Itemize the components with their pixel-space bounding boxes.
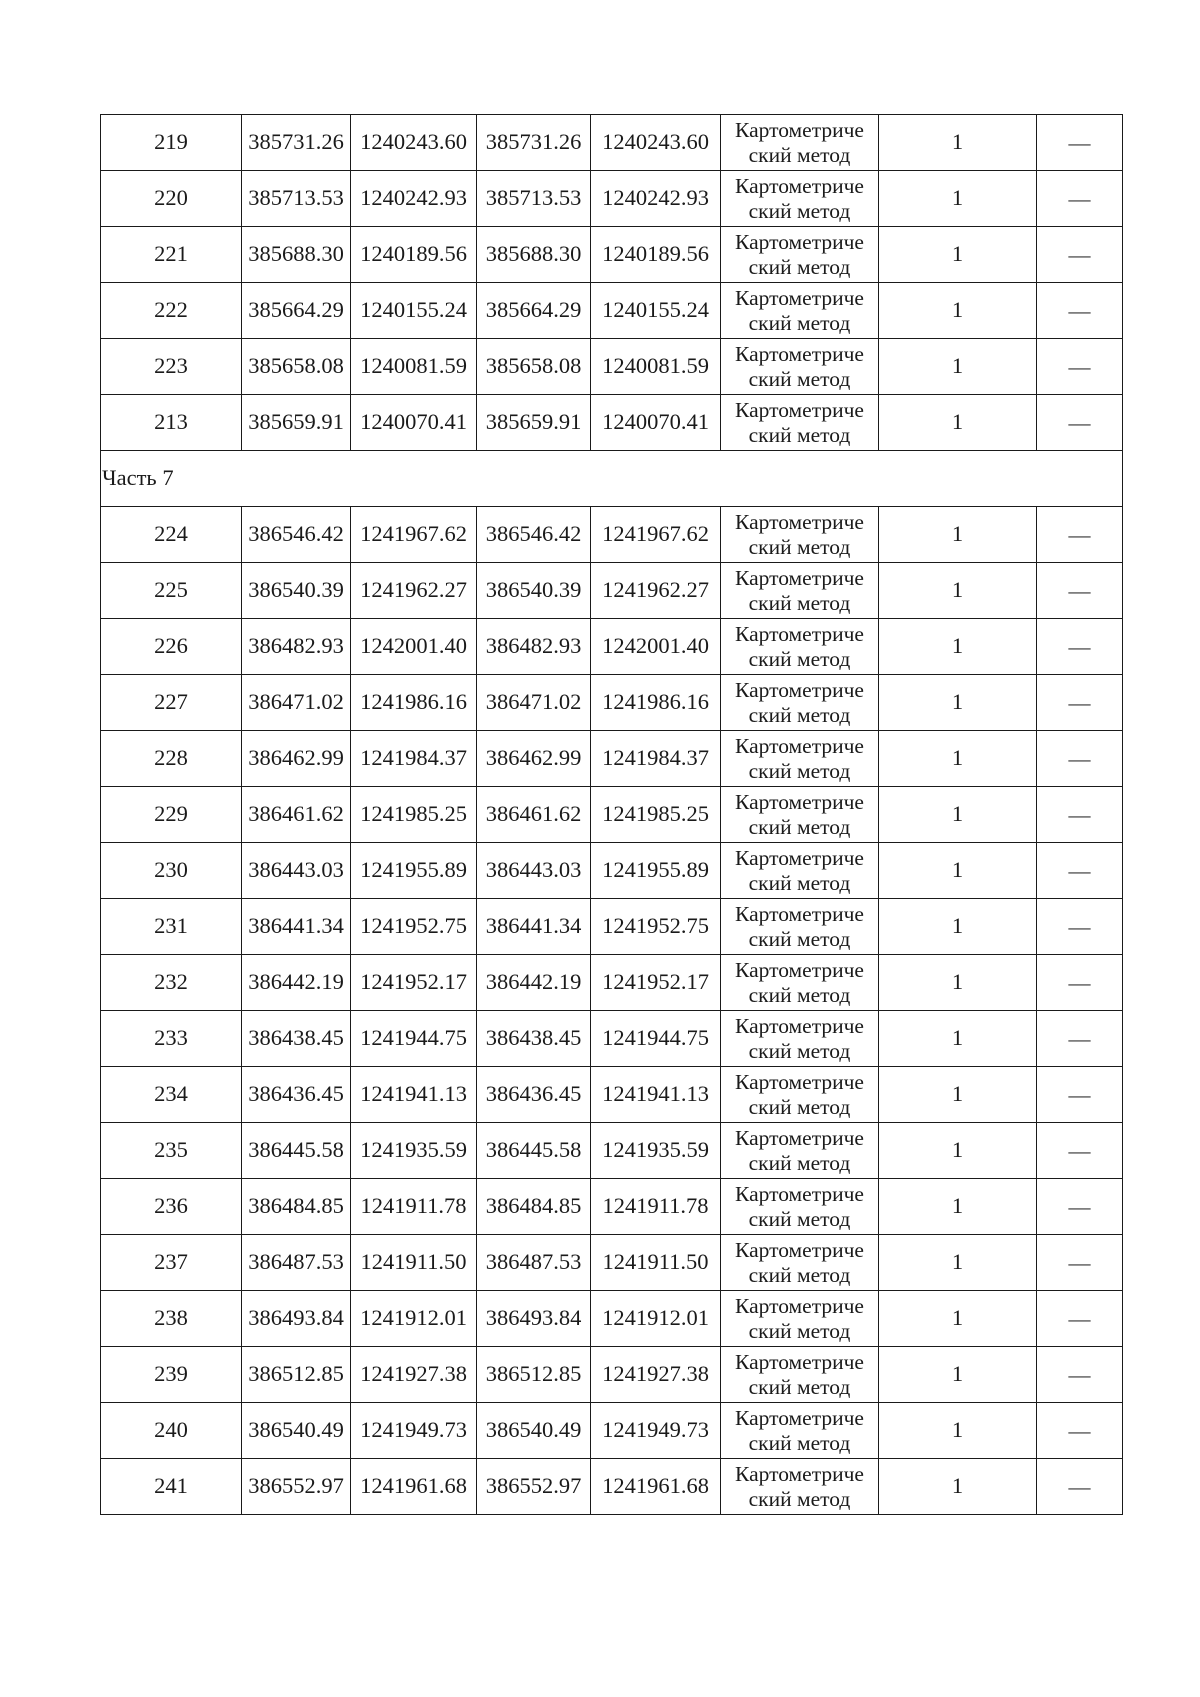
method-cell [721,283,879,339]
method-line-2: ский метод [748,1206,851,1231]
method-line-2: ский метод [748,1150,851,1175]
point-number-cell: 222 [101,283,242,339]
method-cell [721,1459,879,1515]
existing-x-cell: 386484.85 [242,1179,351,1235]
existing-y-cell: 1241962.27 [351,563,477,619]
existing-x-cell: 386442.19 [242,955,351,1011]
note-cell: — [1037,563,1123,619]
note-cell: — [1037,1235,1123,1291]
refined-y-cell: 1241944.75 [591,1011,721,1067]
point-number-cell: 238 [101,1291,242,1347]
method-cell [721,171,879,227]
note-cell: — [1037,283,1123,339]
existing-x-cell: 386438.45 [242,1011,351,1067]
method-line-1: Картометриче [735,1181,864,1206]
method-cell [721,1403,879,1459]
section-title: Часть 7 [101,451,1123,507]
section-header-row [101,451,1123,507]
method-cell [721,787,879,843]
existing-y-cell: 1241952.17 [351,955,477,1011]
refined-y-cell: 1241911.78 [591,1179,721,1235]
refined-y-cell: 1241955.89 [591,843,721,899]
refined-y-cell: 1241935.59 [591,1123,721,1179]
method-line-1: Картометриче [735,341,864,366]
note-cell: — [1037,955,1123,1011]
method-cell [721,227,879,283]
refined-x-cell: 386441.34 [477,899,591,955]
existing-y-cell: 1241927.38 [351,1347,477,1403]
note-cell: — [1037,1067,1123,1123]
method-cell [721,339,879,395]
method-cell [721,1235,879,1291]
accuracy-cell: 1 [879,507,1037,563]
table-row [101,675,1123,731]
note-cell: — [1037,1011,1123,1067]
method-cell [721,1179,879,1235]
refined-x-cell: 386552.97 [477,1459,591,1515]
refined-x-cell: 386445.58 [477,1123,591,1179]
point-number-cell: 232 [101,955,242,1011]
existing-y-cell: 1240081.59 [351,339,477,395]
existing-y-cell: 1241984.37 [351,731,477,787]
note-cell: — [1037,1459,1123,1515]
table-row [101,899,1123,955]
table-row [101,227,1123,283]
accuracy-cell: 1 [879,1011,1037,1067]
method-cell [721,563,879,619]
table-row [101,563,1123,619]
existing-y-cell: 1242001.40 [351,619,477,675]
accuracy-cell: 1 [879,115,1037,171]
method-line-1: Картометриче [735,845,864,870]
table-row [101,1179,1123,1235]
existing-x-cell: 386443.03 [242,843,351,899]
method-cell [721,395,879,451]
refined-y-cell: 1241986.16 [591,675,721,731]
existing-y-cell: 1241944.75 [351,1011,477,1067]
accuracy-cell: 1 [879,395,1037,451]
accuracy-cell: 1 [879,1347,1037,1403]
method-cell [721,1011,879,1067]
method-cell [721,675,879,731]
point-number-cell: 236 [101,1179,242,1235]
refined-x-cell: 386512.85 [477,1347,591,1403]
method-cell [721,1067,879,1123]
existing-x-cell: 385713.53 [242,171,351,227]
existing-x-cell: 386540.49 [242,1403,351,1459]
existing-x-cell: 386546.42 [242,507,351,563]
accuracy-cell: 1 [879,339,1037,395]
method-line-2: ский метод [748,926,851,951]
refined-y-cell: 1241912.01 [591,1291,721,1347]
refined-y-cell: 1241941.13 [591,1067,721,1123]
existing-x-cell: 385658.08 [242,339,351,395]
existing-y-cell: 1241952.75 [351,899,477,955]
refined-x-cell: 385688.30 [477,227,591,283]
note-cell: — [1037,395,1123,451]
existing-y-cell: 1240189.56 [351,227,477,283]
refined-y-cell: 1240070.41 [591,395,721,451]
existing-y-cell: 1241935.59 [351,1123,477,1179]
refined-x-cell: 386493.84 [477,1291,591,1347]
table-row [101,731,1123,787]
existing-x-cell: 386552.97 [242,1459,351,1515]
note-cell: — [1037,115,1123,171]
note-cell: — [1037,787,1123,843]
accuracy-cell: 1 [879,787,1037,843]
refined-x-cell: 385713.53 [477,171,591,227]
refined-y-cell: 1241911.50 [591,1235,721,1291]
refined-x-cell: 385659.91 [477,395,591,451]
existing-y-cell: 1240242.93 [351,171,477,227]
method-line-1: Картометриче [735,1461,864,1486]
table-row [101,283,1123,339]
method-line-1: Картометриче [735,1013,864,1038]
note-cell: — [1037,1123,1123,1179]
accuracy-cell: 1 [879,283,1037,339]
existing-x-cell: 385659.91 [242,395,351,451]
method-line-1: Картометриче [735,509,864,534]
existing-y-cell: 1240155.24 [351,283,477,339]
table-row [101,339,1123,395]
point-number-cell: 227 [101,675,242,731]
point-number-cell: 240 [101,1403,242,1459]
existing-y-cell: 1241986.16 [351,675,477,731]
method-line-1: Картометриче [735,1405,864,1430]
method-line-1: Картометриче [735,229,864,254]
refined-y-cell: 1242001.40 [591,619,721,675]
point-number-cell: 225 [101,563,242,619]
method-line-1: Картометриче [735,1237,864,1262]
refined-x-cell: 386482.93 [477,619,591,675]
accuracy-cell: 1 [879,1179,1037,1235]
method-line-1: Картометриче [735,901,864,926]
existing-x-cell: 386461.62 [242,787,351,843]
method-line-1: Картометриче [735,1125,864,1150]
method-line-2: ский метод [748,366,851,391]
refined-y-cell: 1241967.62 [591,507,721,563]
note-cell: — [1037,171,1123,227]
existing-x-cell: 386445.58 [242,1123,351,1179]
method-line-2: ский метод [748,590,851,615]
existing-y-cell: 1241912.01 [351,1291,477,1347]
existing-y-cell: 1240070.41 [351,395,477,451]
refined-x-cell: 386442.19 [477,955,591,1011]
refined-y-cell: 1240081.59 [591,339,721,395]
note-cell: — [1037,1291,1123,1347]
note-cell: — [1037,1179,1123,1235]
existing-y-cell: 1241985.25 [351,787,477,843]
point-number-cell: 231 [101,899,242,955]
existing-y-cell: 1241967.62 [351,507,477,563]
existing-x-cell: 386462.99 [242,731,351,787]
table-body [101,115,1123,1515]
table-row [101,1347,1123,1403]
method-line-1: Картометриче [735,621,864,646]
method-line-1: Картометриче [735,1349,864,1374]
method-line-2: ский метод [748,702,851,727]
accuracy-cell: 1 [879,1403,1037,1459]
refined-x-cell: 386540.49 [477,1403,591,1459]
method-cell [721,1123,879,1179]
method-cell [721,731,879,787]
method-cell [721,843,879,899]
table-row [101,1235,1123,1291]
point-number-cell: 221 [101,227,242,283]
refined-x-cell: 385664.29 [477,283,591,339]
method-line-2: ский метод [748,758,851,783]
table-row [101,619,1123,675]
refined-x-cell: 386436.45 [477,1067,591,1123]
existing-y-cell: 1240243.60 [351,115,477,171]
refined-x-cell: 386461.62 [477,787,591,843]
refined-x-cell: 386487.53 [477,1235,591,1291]
point-number-cell: 241 [101,1459,242,1515]
existing-x-cell: 386441.34 [242,899,351,955]
point-number-cell: 235 [101,1123,242,1179]
method-cell [721,1291,879,1347]
point-number-cell: 229 [101,787,242,843]
point-number-cell: 237 [101,1235,242,1291]
method-cell [721,1347,879,1403]
method-line-2: ский метод [748,142,851,167]
method-line-1: Картометриче [735,677,864,702]
refined-x-cell: 386462.99 [477,731,591,787]
method-line-2: ский метод [748,198,851,223]
existing-y-cell: 1241911.78 [351,1179,477,1235]
point-number-cell: 234 [101,1067,242,1123]
note-cell: — [1037,731,1123,787]
method-line-1: Картометриче [735,117,864,142]
point-number-cell: 213 [101,395,242,451]
method-line-2: ский метод [748,1038,851,1063]
method-line-2: ский метод [748,534,851,559]
point-number-cell: 224 [101,507,242,563]
existing-x-cell: 385731.26 [242,115,351,171]
table-row [101,1403,1123,1459]
method-line-2: ский метод [748,1094,851,1119]
table-row [101,1291,1123,1347]
refined-x-cell: 386443.03 [477,843,591,899]
method-line-1: Картометриче [735,1069,864,1094]
refined-x-cell: 385658.08 [477,339,591,395]
method-line-2: ский метод [748,1374,851,1399]
table-row [101,507,1123,563]
method-line-1: Картометриче [735,397,864,422]
existing-x-cell: 386493.84 [242,1291,351,1347]
refined-y-cell: 1241961.68 [591,1459,721,1515]
refined-y-cell: 1241952.75 [591,899,721,955]
existing-x-cell: 386540.39 [242,563,351,619]
accuracy-cell: 1 [879,675,1037,731]
existing-x-cell: 385664.29 [242,283,351,339]
table-row [101,1011,1123,1067]
accuracy-cell: 1 [879,899,1037,955]
method-line-1: Картометриче [735,285,864,310]
refined-y-cell: 1240189.56 [591,227,721,283]
method-cell [721,899,879,955]
note-cell: — [1037,619,1123,675]
existing-x-cell: 386436.45 [242,1067,351,1123]
existing-y-cell: 1241955.89 [351,843,477,899]
method-line-2: ский метод [748,422,851,447]
point-number-cell: 228 [101,731,242,787]
existing-y-cell: 1241961.68 [351,1459,477,1515]
refined-x-cell: 386438.45 [477,1011,591,1067]
accuracy-cell: 1 [879,1459,1037,1515]
method-cell [721,955,879,1011]
method-cell [721,507,879,563]
method-line-2: ский метод [748,1430,851,1455]
note-cell: — [1037,675,1123,731]
accuracy-cell: 1 [879,1291,1037,1347]
method-line-1: Картометриче [735,733,864,758]
refined-y-cell: 1240155.24 [591,283,721,339]
method-line-2: ский метод [748,982,851,1007]
accuracy-cell: 1 [879,227,1037,283]
method-line-2: ский метод [748,1262,851,1287]
note-cell: — [1037,507,1123,563]
point-number-cell: 239 [101,1347,242,1403]
table-row [101,1067,1123,1123]
point-number-cell: 233 [101,1011,242,1067]
existing-x-cell: 386512.85 [242,1347,351,1403]
accuracy-cell: 1 [879,731,1037,787]
accuracy-cell: 1 [879,1235,1037,1291]
method-line-2: ский метод [748,1318,851,1343]
note-cell: — [1037,899,1123,955]
note-cell: — [1037,843,1123,899]
accuracy-cell: 1 [879,1123,1037,1179]
existing-y-cell: 1241911.50 [351,1235,477,1291]
accuracy-cell: 1 [879,955,1037,1011]
table-row [101,1459,1123,1515]
coordinates-table [100,114,1123,1515]
refined-x-cell: 385731.26 [477,115,591,171]
method-cell [721,619,879,675]
method-line-2: ский метод [748,814,851,839]
method-line-1: Картометриче [735,565,864,590]
refined-x-cell: 386471.02 [477,675,591,731]
refined-y-cell: 1240243.60 [591,115,721,171]
point-number-cell: 223 [101,339,242,395]
refined-x-cell: 386546.42 [477,507,591,563]
refined-x-cell: 386484.85 [477,1179,591,1235]
method-line-2: ский метод [748,870,851,895]
refined-y-cell: 1241984.37 [591,731,721,787]
refined-y-cell: 1241985.25 [591,787,721,843]
refined-y-cell: 1241927.38 [591,1347,721,1403]
existing-x-cell: 386471.02 [242,675,351,731]
method-cell [721,115,879,171]
table-row [101,1123,1123,1179]
refined-x-cell: 386540.39 [477,563,591,619]
note-cell: — [1037,1347,1123,1403]
method-line-1: Картометриче [735,1293,864,1318]
method-line-1: Картометриче [735,789,864,814]
table-row [101,115,1123,171]
accuracy-cell: 1 [879,843,1037,899]
method-line-1: Картометриче [735,173,864,198]
table-row [101,395,1123,451]
method-line-2: ский метод [748,646,851,671]
accuracy-cell: 1 [879,1067,1037,1123]
existing-y-cell: 1241941.13 [351,1067,477,1123]
accuracy-cell: 1 [879,619,1037,675]
refined-y-cell: 1241949.73 [591,1403,721,1459]
table-row [101,843,1123,899]
existing-x-cell: 386487.53 [242,1235,351,1291]
accuracy-cell: 1 [879,563,1037,619]
point-number-cell: 226 [101,619,242,675]
note-cell: — [1037,339,1123,395]
table-row [101,171,1123,227]
note-cell: — [1037,227,1123,283]
refined-y-cell: 1241962.27 [591,563,721,619]
point-number-cell: 230 [101,843,242,899]
existing-x-cell: 386482.93 [242,619,351,675]
existing-x-cell: 385688.30 [242,227,351,283]
refined-y-cell: 1241952.17 [591,955,721,1011]
method-line-2: ский метод [748,1486,851,1511]
table-row [101,787,1123,843]
point-number-cell: 219 [101,115,242,171]
point-number-cell: 220 [101,171,242,227]
refined-y-cell: 1240242.93 [591,171,721,227]
method-line-1: Картометриче [735,957,864,982]
existing-y-cell: 1241949.73 [351,1403,477,1459]
note-cell: — [1037,1403,1123,1459]
table-row [101,955,1123,1011]
accuracy-cell: 1 [879,171,1037,227]
method-line-2: ский метод [748,254,851,279]
method-line-2: ский метод [748,310,851,335]
